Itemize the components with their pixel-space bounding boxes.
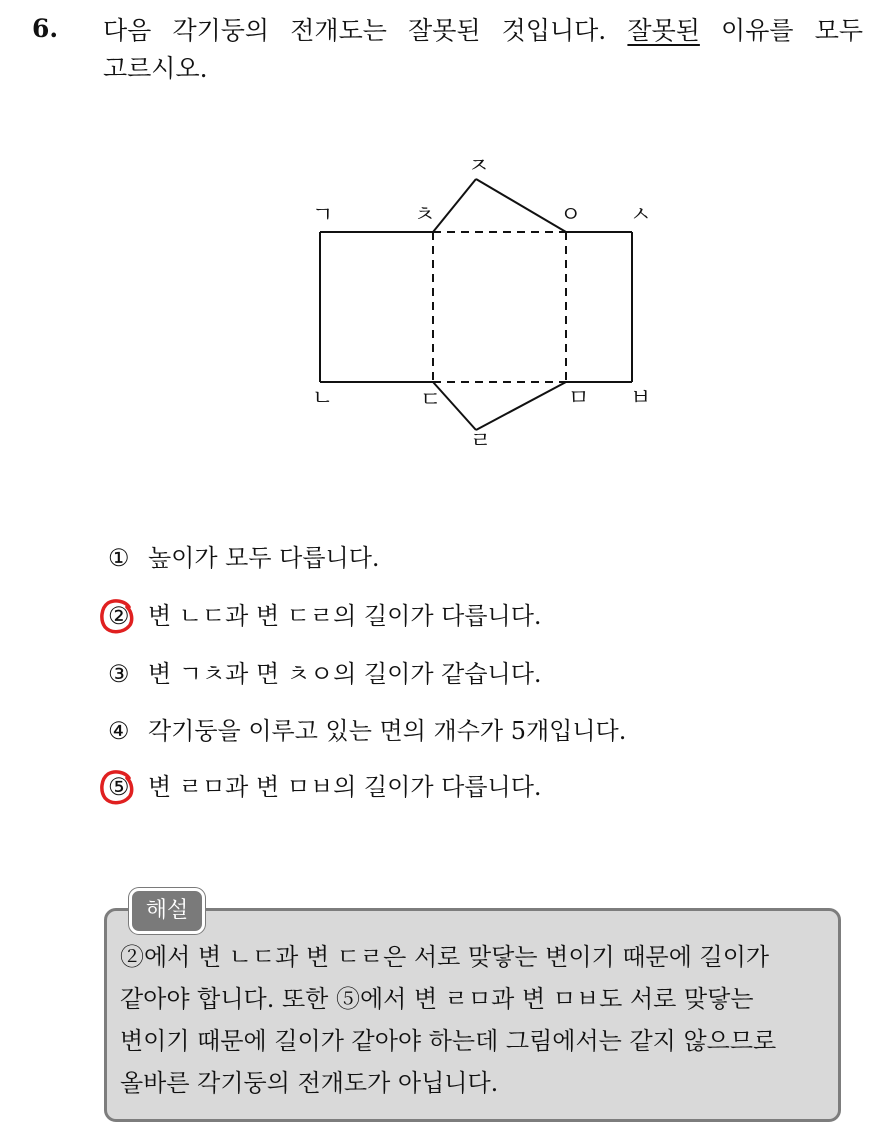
choice-2[interactable] [108, 596, 542, 636]
choice-1-text: 높이가 모두 다릅니다. [148, 544, 380, 572]
vertex-label-ch: ㅊ [414, 203, 436, 228]
choice-2-text: 변 ㄴㄷ과 변 ㄷㄹ의 길이가 다릅니다. [148, 602, 542, 630]
choice-5-text: 변 ㄹㅁ과 변 ㅁㅂ의 길이가 다릅니다. [148, 773, 542, 801]
vertex-label-g: ㄱ [312, 203, 334, 228]
vertex-label-m: ㅁ [568, 386, 590, 411]
question-number: 6. [32, 14, 59, 43]
solution-line-2: 같아야 합니다. 또한 ⑤에서 변 ㄹㅁ과 변 ㅁㅂ도 서로 맞닿는 [120, 985, 754, 1013]
net-edge-j-o [476, 179, 566, 232]
selected-circle-icon [99, 769, 135, 805]
choice-2-mark-text: ② [108, 602, 130, 630]
solution-line-4: 올바른 각기둥의 전개도가 아닙니다. [120, 1069, 499, 1097]
prism-net-figure [290, 145, 670, 460]
vertex-label-d: ㄷ [420, 388, 442, 413]
vertex-label-r: ㄹ [470, 429, 492, 454]
vertex-label-o: ㅇ [560, 203, 582, 228]
choice-5[interactable] [108, 767, 542, 807]
question-text-line1-b: 이유를 모두 [699, 16, 863, 45]
question-text-line2: 고르시오. [103, 54, 208, 83]
vertex-label-s: ㅅ [630, 203, 652, 228]
vertex-label-n: ㄴ [312, 386, 334, 411]
choice-3[interactable] [108, 654, 542, 694]
question-text-line1-a: 다음 각기둥의 전개도는 잘못된 것입니다. [103, 16, 628, 45]
choice-5-mark [108, 767, 148, 807]
net-edge-ch-j [433, 179, 476, 232]
net-edge-r-m [476, 382, 566, 430]
choice-1-mark: ① [108, 544, 130, 572]
solution-text [120, 936, 825, 1104]
vertex-label-b: ㅂ [630, 386, 652, 411]
selected-circle-icon [99, 598, 135, 634]
question-underlined-word: 잘못된 [627, 16, 700, 45]
choice-1[interactable] [108, 538, 380, 578]
choice-4-text: 각기둥을 이루고 있는 면의 개수가 5개입니다. [148, 717, 627, 745]
choice-5-mark-text: ⑤ [108, 773, 130, 801]
choice-3-text: 변 ㄱㅊ과 면 ㅊㅇ의 길이가 같습니다. [148, 660, 542, 688]
solution-line-3: 변이기 때문에 길이가 같아야 하는데 그림에서는 같지 않으므로 [120, 1027, 777, 1055]
choice-4[interactable] [108, 711, 626, 751]
question-text [103, 12, 863, 88]
solution-tag: 해설 [129, 888, 205, 934]
solution-line-1: ②에서 변 ㄴㄷ과 변 ㄷㄹ은 서로 맞닿는 변이기 때문에 길이가 [120, 943, 770, 971]
choice-3-mark: ③ [108, 660, 130, 688]
choice-2-mark [108, 596, 148, 636]
vertex-label-j: ㅈ [468, 154, 490, 179]
choice-4-mark: ④ [108, 717, 130, 745]
